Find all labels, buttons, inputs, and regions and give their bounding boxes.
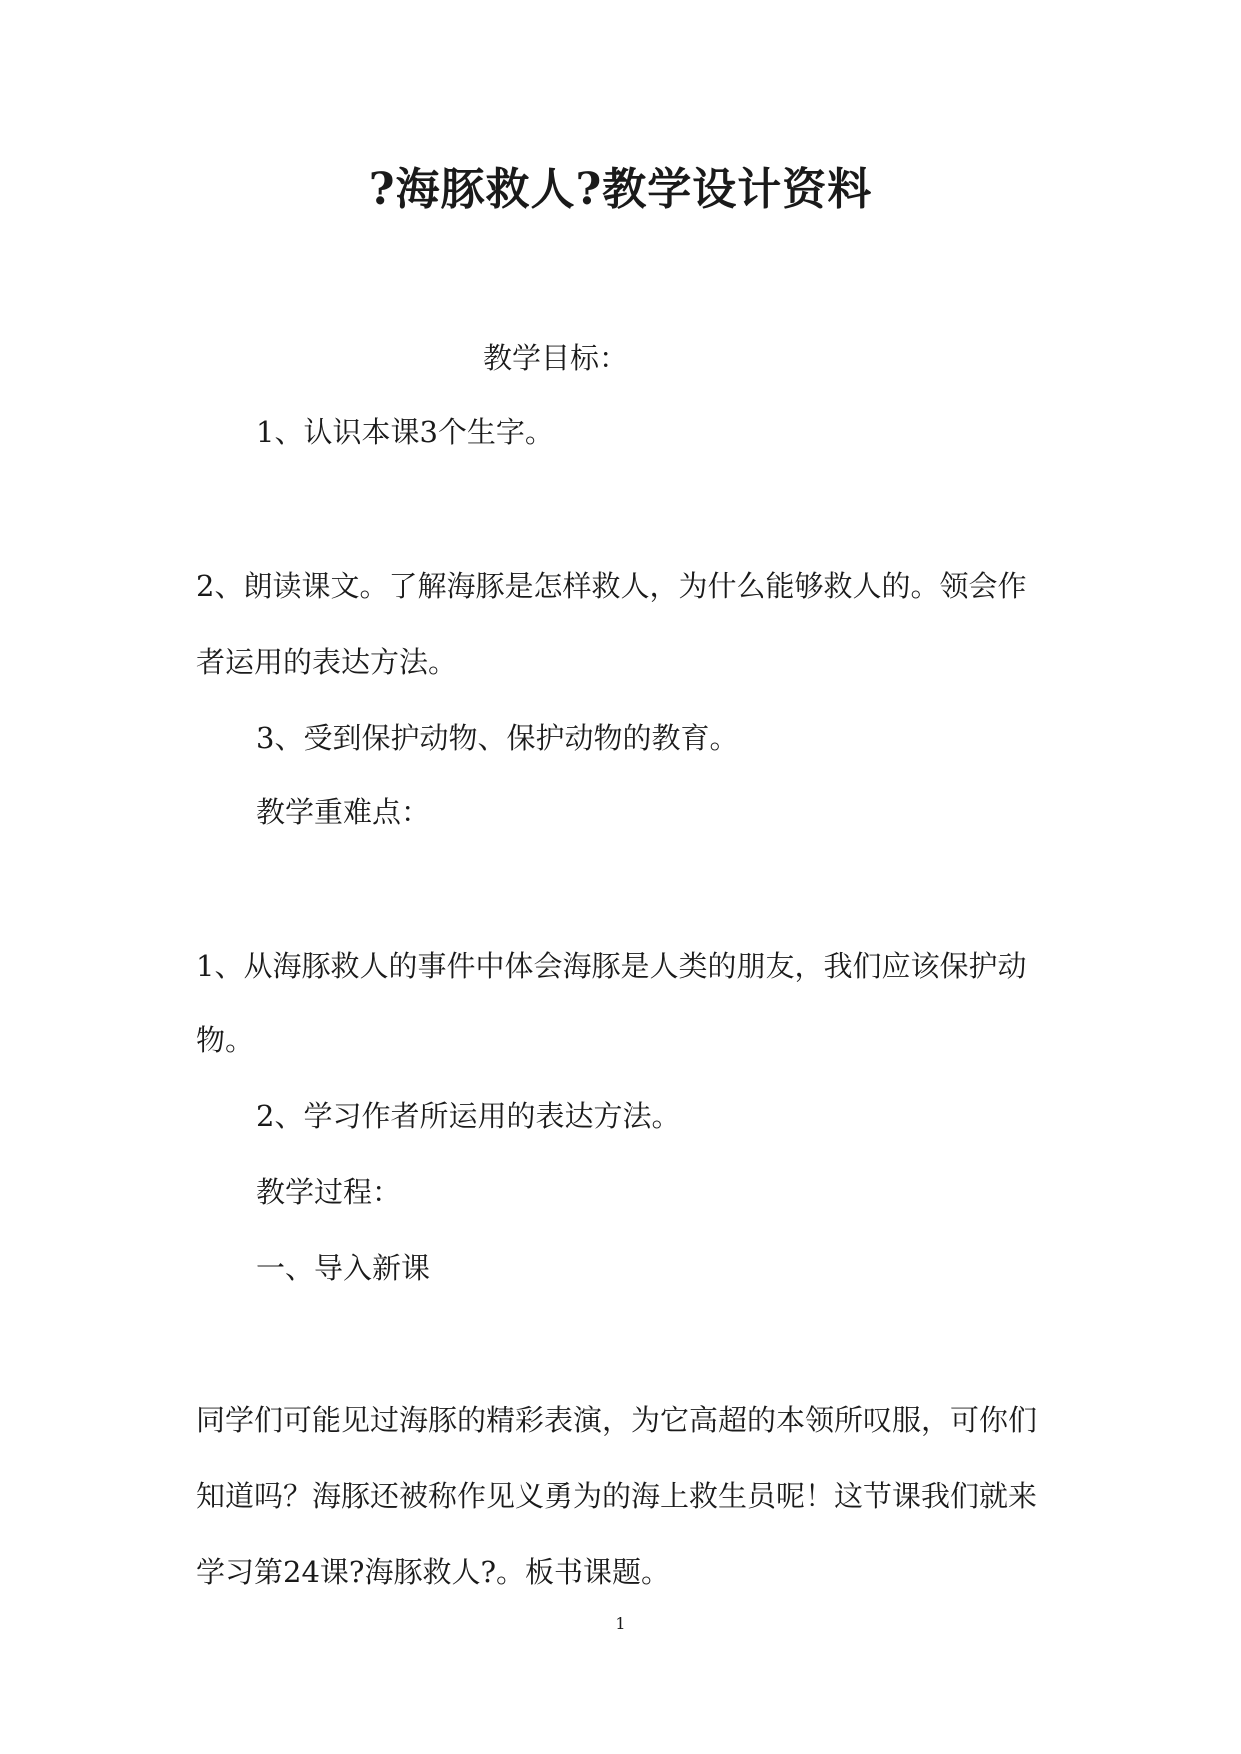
document-title: ?海豚救人?教学设计资料 xyxy=(368,164,873,215)
objective-item-1: 1、认识本课3个生字。 xyxy=(256,415,554,449)
section-heading-1: 一、导入新课 xyxy=(256,1251,431,1285)
page-number: 1 xyxy=(615,1614,626,1633)
objective-item-2-line-2: 者运用的表达方法。 xyxy=(196,645,458,679)
key-point-item-1-line-1: 1、从海豚救人的事件中体会海豚是人类的朋友，我们应该保护动 xyxy=(196,949,1027,983)
key-point-item-1-line-2: 物。 xyxy=(196,1023,255,1057)
key-point-item-2: 2、学习作者所运用的表达方法。 xyxy=(256,1099,681,1133)
objectives-heading: 教学目标： xyxy=(483,341,629,375)
paragraph-1-line-1: 同学们可能见过海豚的精彩表演，为它高超的本领所叹服，可你们 xyxy=(196,1403,1038,1437)
paragraph-1-line-3: 学习第24课?海豚救人?。板书课题。 xyxy=(196,1555,670,1589)
paragraph-1-line-2: 知道吗？海豚还被称作见义勇为的海上救生员呢！这节课我们就来 xyxy=(196,1479,1038,1513)
process-heading: 教学过程： xyxy=(256,1175,402,1209)
key-points-heading: 教学重难点： xyxy=(256,795,431,829)
objective-item-2-line-1: 2、朗读课文。了解海豚是怎样救人，为什么能够救人的。领会作 xyxy=(196,569,1027,603)
objective-item-3: 3、受到保护动物、保护动物的教育。 xyxy=(256,721,739,755)
